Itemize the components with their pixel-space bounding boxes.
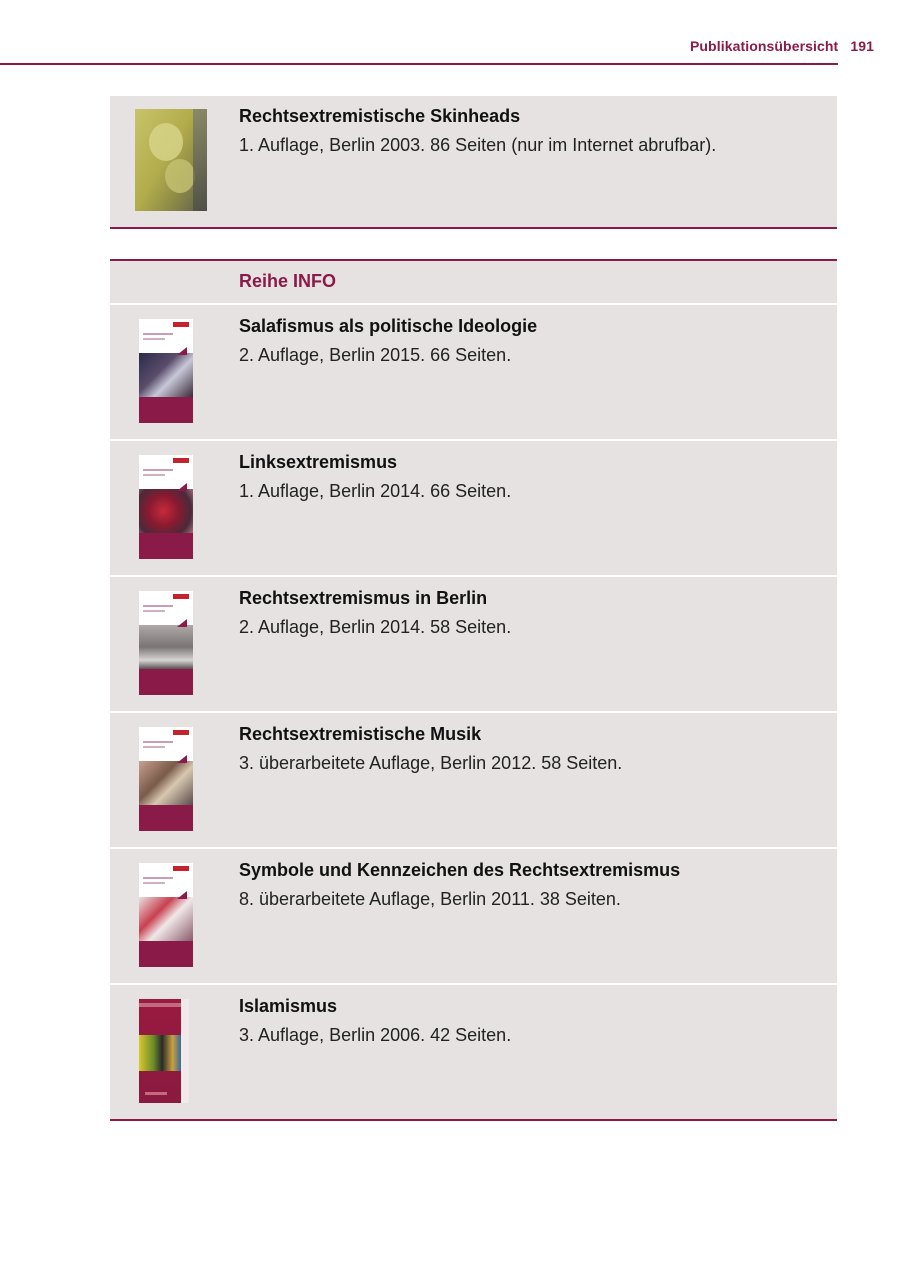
- series-header-row: [110, 261, 837, 303]
- publication-details: 1. Auflage, Berlin 2003. 86 Seiten (nur im Internet abrufbar).: [239, 135, 717, 155]
- list-item: [110, 575, 837, 711]
- publication-title: Rechtsextremismus in Berlin: [239, 588, 488, 608]
- publication-details: 8. überarbeitete Auflage, Berlin 2011. 38 Seiten.: [239, 889, 621, 909]
- featured-publication: [110, 96, 837, 229]
- publication-details: 2. Auflage, Berlin 2014. 58 Seiten.: [239, 617, 512, 637]
- section-title: Publikationsübersicht: [689, 38, 839, 54]
- cover-image-linksextremismus: [139, 455, 193, 559]
- page-number: 191: [850, 38, 874, 54]
- list-item: [110, 847, 837, 983]
- cover-image-rechtsextremismus-berlin: [139, 591, 193, 695]
- publication-details: 2. Auflage, Berlin 2015. 66 Seiten.: [239, 345, 512, 365]
- publication-title: Islamismus: [239, 996, 338, 1016]
- series-heading: Reihe INFO: [239, 271, 337, 291]
- publication-title: Salafismus als politische Ideologie: [239, 316, 538, 336]
- list-item: [110, 439, 837, 575]
- list-item: [110, 711, 837, 847]
- cover-image-islamismus: [139, 999, 189, 1103]
- publication-title: Linksextremismus: [239, 452, 398, 472]
- header-rule: [0, 63, 838, 65]
- publication-details: 1. Auflage, Berlin 2014. 66 Seiten.: [239, 481, 512, 501]
- cover-image-symbole: [139, 863, 193, 967]
- publication-details: 3. Auflage, Berlin 2006. 42 Seiten.: [239, 1025, 512, 1045]
- cover-image-skinheads: [135, 109, 207, 211]
- cover-image-salafismus: [139, 319, 193, 423]
- list-item: [110, 983, 837, 1119]
- series-table: [110, 259, 837, 1121]
- cover-image-musik: [139, 727, 193, 831]
- publication-title: Rechtsextremistische Skinheads: [239, 106, 521, 126]
- publication-title: Symbole und Kennzeichen des Rechtsextremismus: [239, 860, 681, 880]
- list-item: [110, 303, 837, 439]
- publication-details: 3. überarbeitete Auflage, Berlin 2012. 58 Seiten.: [239, 753, 623, 773]
- publication-title: Rechtsextremistische Musik: [239, 724, 482, 744]
- running-header: [0, 38, 874, 54]
